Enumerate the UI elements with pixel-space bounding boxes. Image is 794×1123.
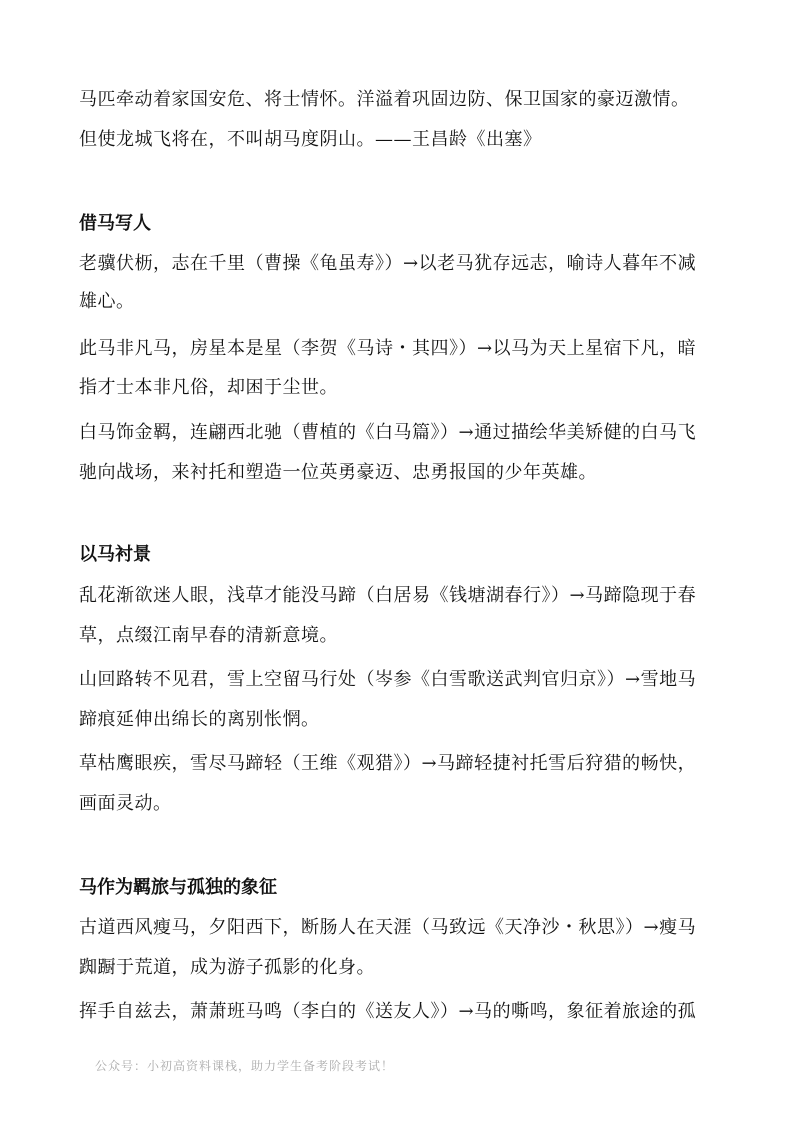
- intro-quote-line: 但使龙城飞将在，不叫胡马度阴山。——王昌龄《出塞》: [79, 129, 542, 150]
- footer-watermark: 公众号：小初高资料课栈，助力学生备考阶段考试！: [95, 1059, 395, 1073]
- body-line: 雄心。: [79, 291, 135, 312]
- section-heading: 以马衬景: [79, 544, 151, 565]
- body-line: 草，点缀江南早春的清新意境。: [79, 625, 338, 646]
- body-line: 驰向战场，来衬托和塑造一位英勇豪迈、忠勇报国的少年英雄。: [79, 462, 597, 483]
- body-line: 指才士本非凡俗，却困于尘世。: [79, 377, 338, 398]
- body-line: 蹄痕延伸出绵长的离别怅惘。: [79, 709, 320, 730]
- body-line: 踟蹰于荒道，成为游子孤影的化身。: [79, 957, 375, 978]
- body-line: 老骥伏枥，志在千里（曹操《龟虽寿》）→以老马犹存远志，喻诗人暮年不减: [79, 253, 697, 274]
- section-heading: 借马写人: [79, 213, 151, 234]
- body-line: 挥手自兹去，萧萧班马鸣（李白的《送友人》）→马的嘶鸣，象征着旅途的孤: [79, 1001, 697, 1022]
- section-heading: 马作为羁旅与孤独的象征: [79, 877, 277, 898]
- body-line: 山回路转不见君，雪上空留马行处（岑参《白雪歌送武判官归京》）→雪地马: [79, 669, 697, 690]
- body-line: 画面灵动。: [79, 793, 172, 814]
- body-line: 此马非凡马，房星本是星（李贺《马诗・其四》）→以马为天上星宿下凡，暗: [79, 338, 697, 359]
- body-line: 乱花渐欲迷人眼，浅草才能没马蹄（白居易《钱塘湖春行》）→马蹄隐现于春: [79, 585, 697, 606]
- body-line: 白马饰金羁，连翩西北驰（曹植的《白马篇》）→通过描绘华美矫健的白马飞: [79, 422, 697, 443]
- body-line: 古道西风瘦马，夕阳西下，断肠人在天涯（马致远《天净沙・秋思》）→瘦马: [79, 917, 697, 938]
- body-line: 草枯鹰眼疾，雪尽马蹄轻（王维《观猎》）→马蹄轻捷衬托雪后狩猎的畅快，: [79, 753, 697, 774]
- intro-line: 马匹牵动着家国安危、将士情怀。洋溢着巩固边防、保卫国家的豪迈激情。: [79, 89, 690, 110]
